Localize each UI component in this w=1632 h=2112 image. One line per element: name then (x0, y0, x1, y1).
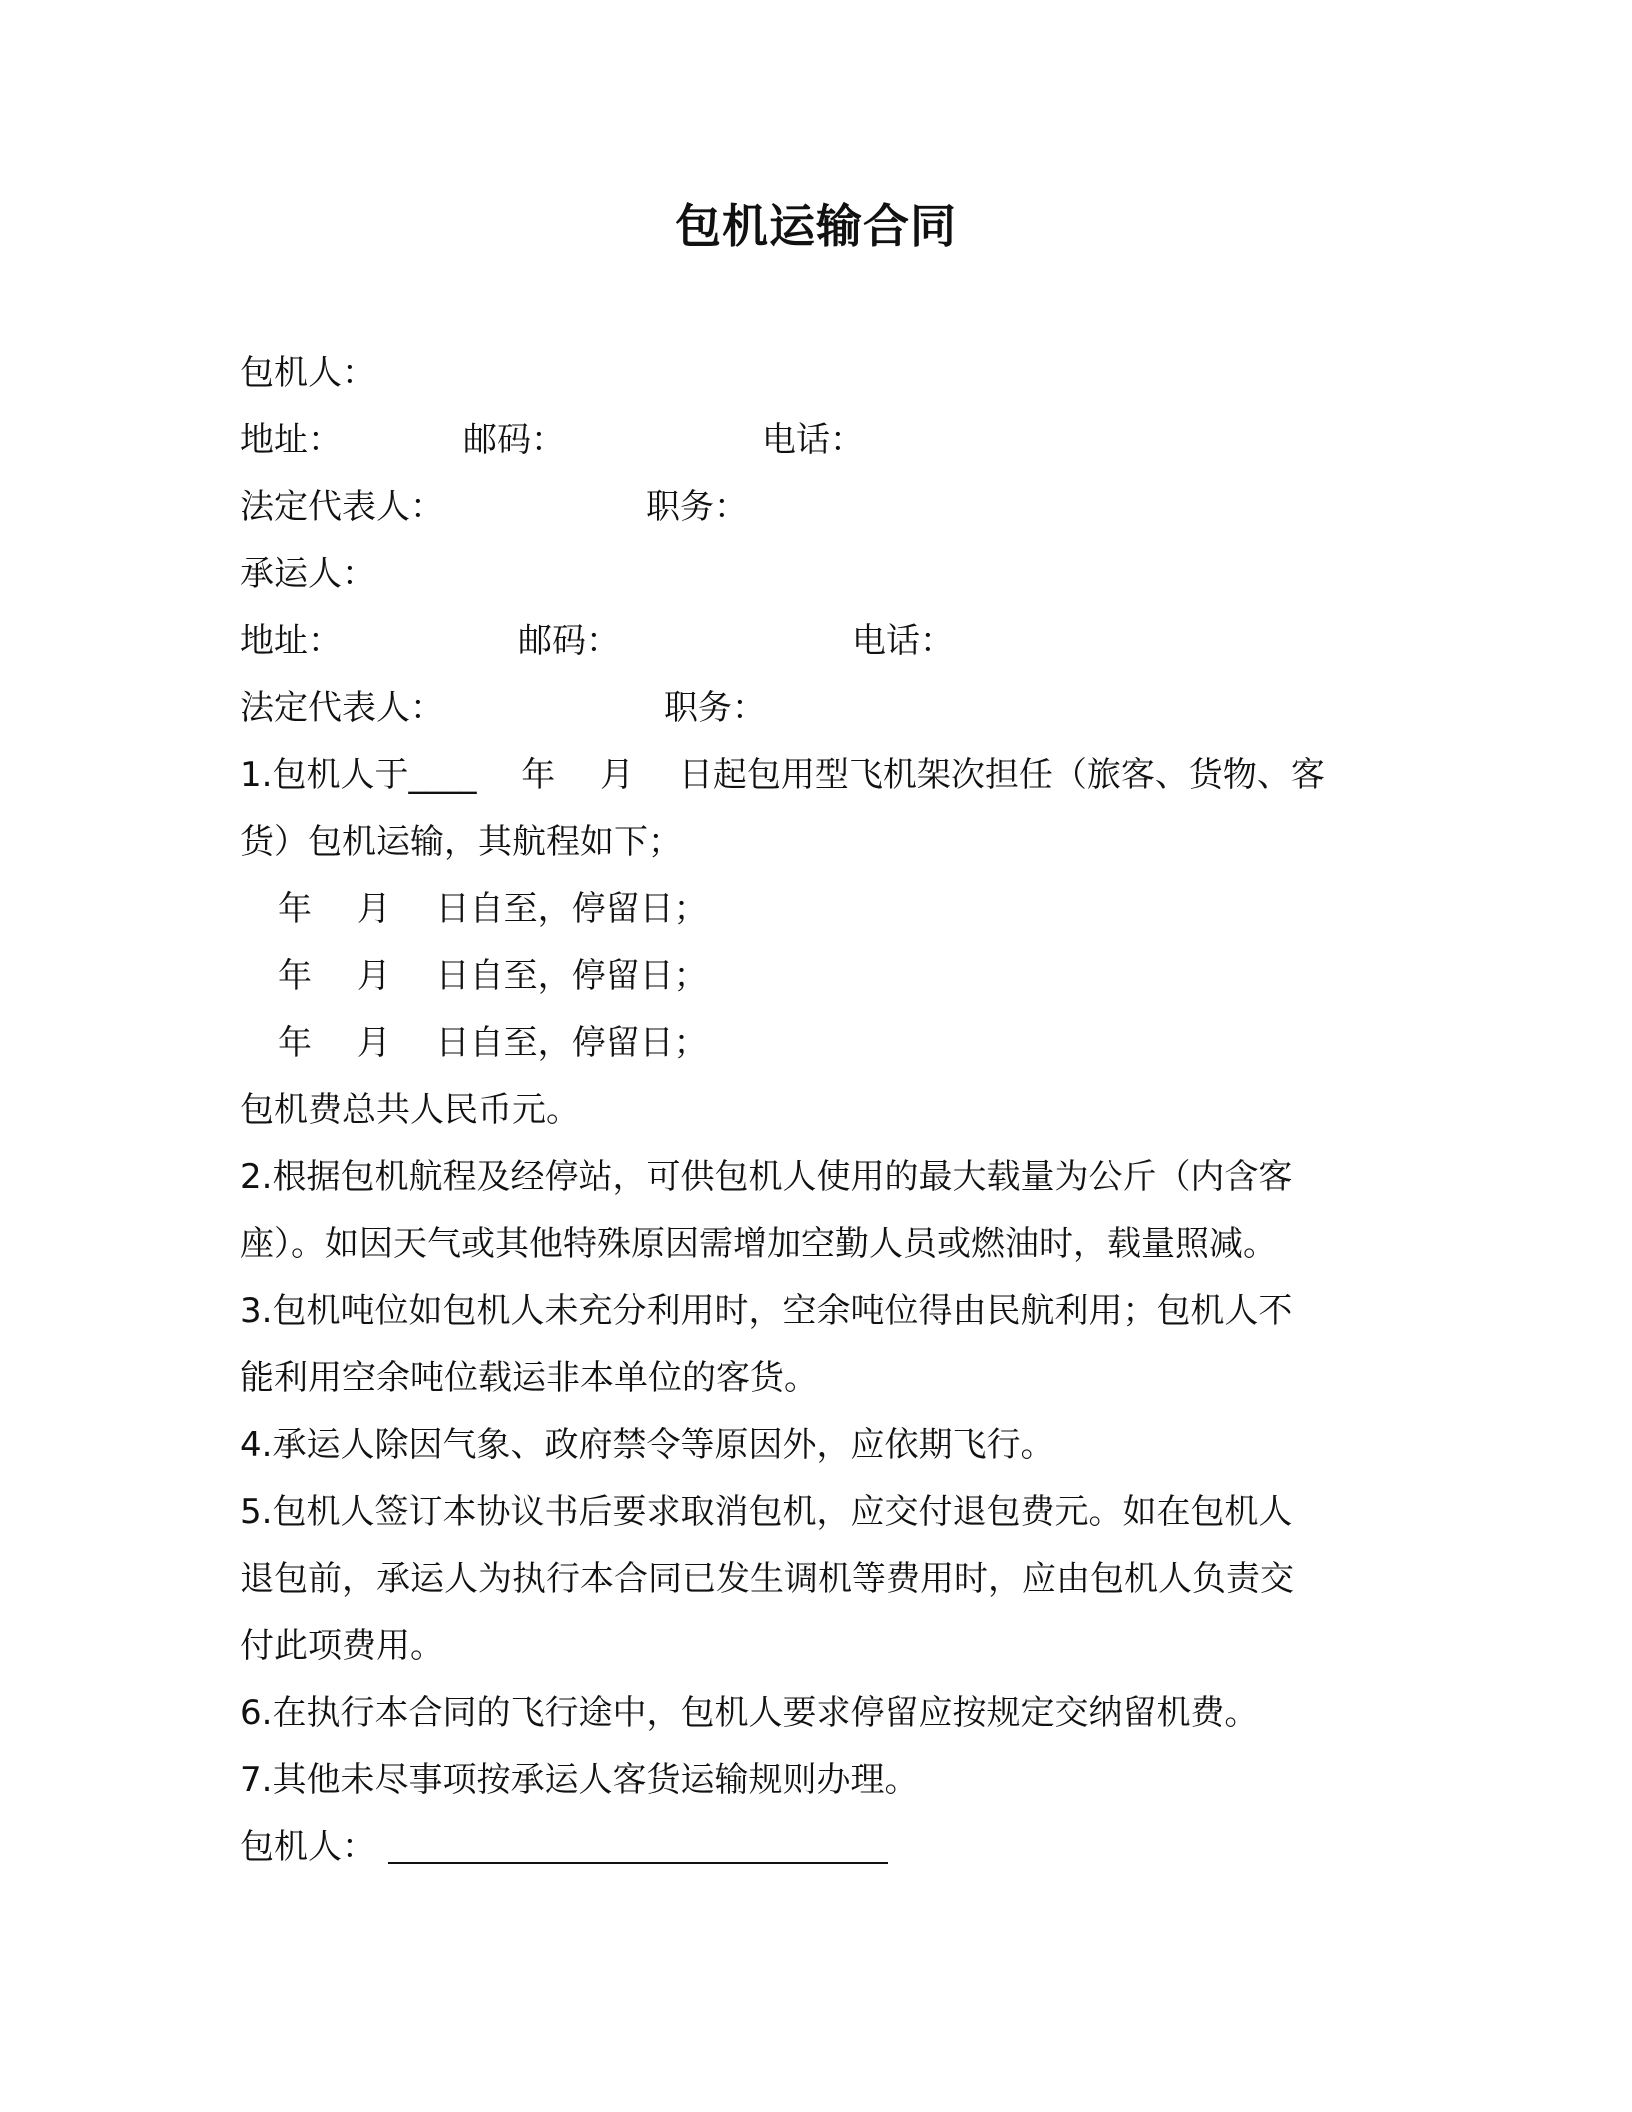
clause-5-line-2: 退包前，承运人为执行本合同已发生调机等费用时，应由包机人负责交 (240, 1559, 1294, 1599)
clause-1 (240, 742, 1390, 1144)
carrier-position-label: 职务： (664, 688, 766, 728)
clause-2-line-1: 2.根据包机航程及经停站，可供包机人使用的最大载量为公斤（内含客 (240, 1157, 1293, 1197)
signature-label: 包机人： (240, 1827, 376, 1867)
clause-1-line-2: 货）包机运输，其航程如下； (240, 822, 682, 862)
carrier-postcode-label: 邮码： (518, 621, 620, 661)
charterer-contact-line (240, 407, 1390, 474)
carrier-contact-line (240, 608, 1390, 675)
charter-fee-line: 包机费总共人民币元。 (240, 1090, 580, 1130)
charterer-address-label: 地址： (240, 420, 342, 460)
clause-6-line-1: 6.在执行本合同的飞行途中，包机人要求停留应按规定交纳留机费。 (240, 1693, 1259, 1733)
clause-1-line-1: 1.包机人于____ 年 月 日起包用型飞机架次担任（旅客、货物、客 (240, 755, 1325, 795)
clause-4-line-1: 4.承运人除因气象、政府禁令等原因外，应依期飞行。 (240, 1425, 1055, 1465)
charterer-legal-rep-label: 法定代表人： (240, 487, 444, 527)
charterer-postcode-label: 邮码： (463, 420, 565, 460)
charterer-line (240, 340, 1390, 407)
signature-blank[interactable] (388, 1822, 888, 1864)
carrier-legal-rep-label: 法定代表人： (240, 688, 444, 728)
clause-3 (240, 1278, 1390, 1412)
charterer-rep-line (240, 474, 1390, 541)
clause-5-line-1: 5.包机人签订本协议书后要求取消包机，应交付退包费元。如在包机人 (240, 1492, 1293, 1532)
charterer-position-label: 职务： (646, 487, 748, 527)
itinerary-row: 年 月 日自至，停留日； (278, 889, 708, 929)
charterer-phone-label: 电话： (762, 420, 864, 460)
clause-5 (240, 1479, 1390, 1680)
clause-6 (240, 1680, 1390, 1747)
clause-5-line-3: 付此项费用。 (240, 1626, 444, 1666)
contract-body (240, 340, 1390, 1881)
clause-7 (240, 1747, 1390, 1814)
carrier-label: 承运人： (240, 554, 376, 594)
signature-line (240, 1814, 1390, 1881)
charterer-label: 包机人： (240, 353, 376, 393)
carrier-address-label: 地址： (240, 621, 342, 661)
clause-2-line-2: 座）。如因天气或其他特殊原因需增加空勤人员或燃油时，载量照减。 (240, 1224, 1277, 1264)
clause-2 (240, 1144, 1390, 1278)
itinerary-row: 年 月 日自至，停留日； (278, 1023, 708, 1063)
clause-7-line-1: 7.其他未尽事项按承运人客货运输规则办理。 (240, 1760, 919, 1800)
document-title: 包机运输合同 (675, 199, 957, 253)
clause-3-line-1: 3.包机吨位如包机人未充分利用时，空余吨位得由民航利用；包机人不 (240, 1291, 1293, 1331)
carrier-rep-line (240, 675, 1390, 742)
carrier-phone-label: 电话： (852, 621, 954, 661)
itinerary-row: 年 月 日自至，停留日； (278, 956, 708, 996)
clause-3-line-2: 能利用空余吨位载运非本单位的客货。 (240, 1358, 818, 1398)
carrier-line (240, 541, 1390, 608)
clause-4 (240, 1412, 1390, 1479)
